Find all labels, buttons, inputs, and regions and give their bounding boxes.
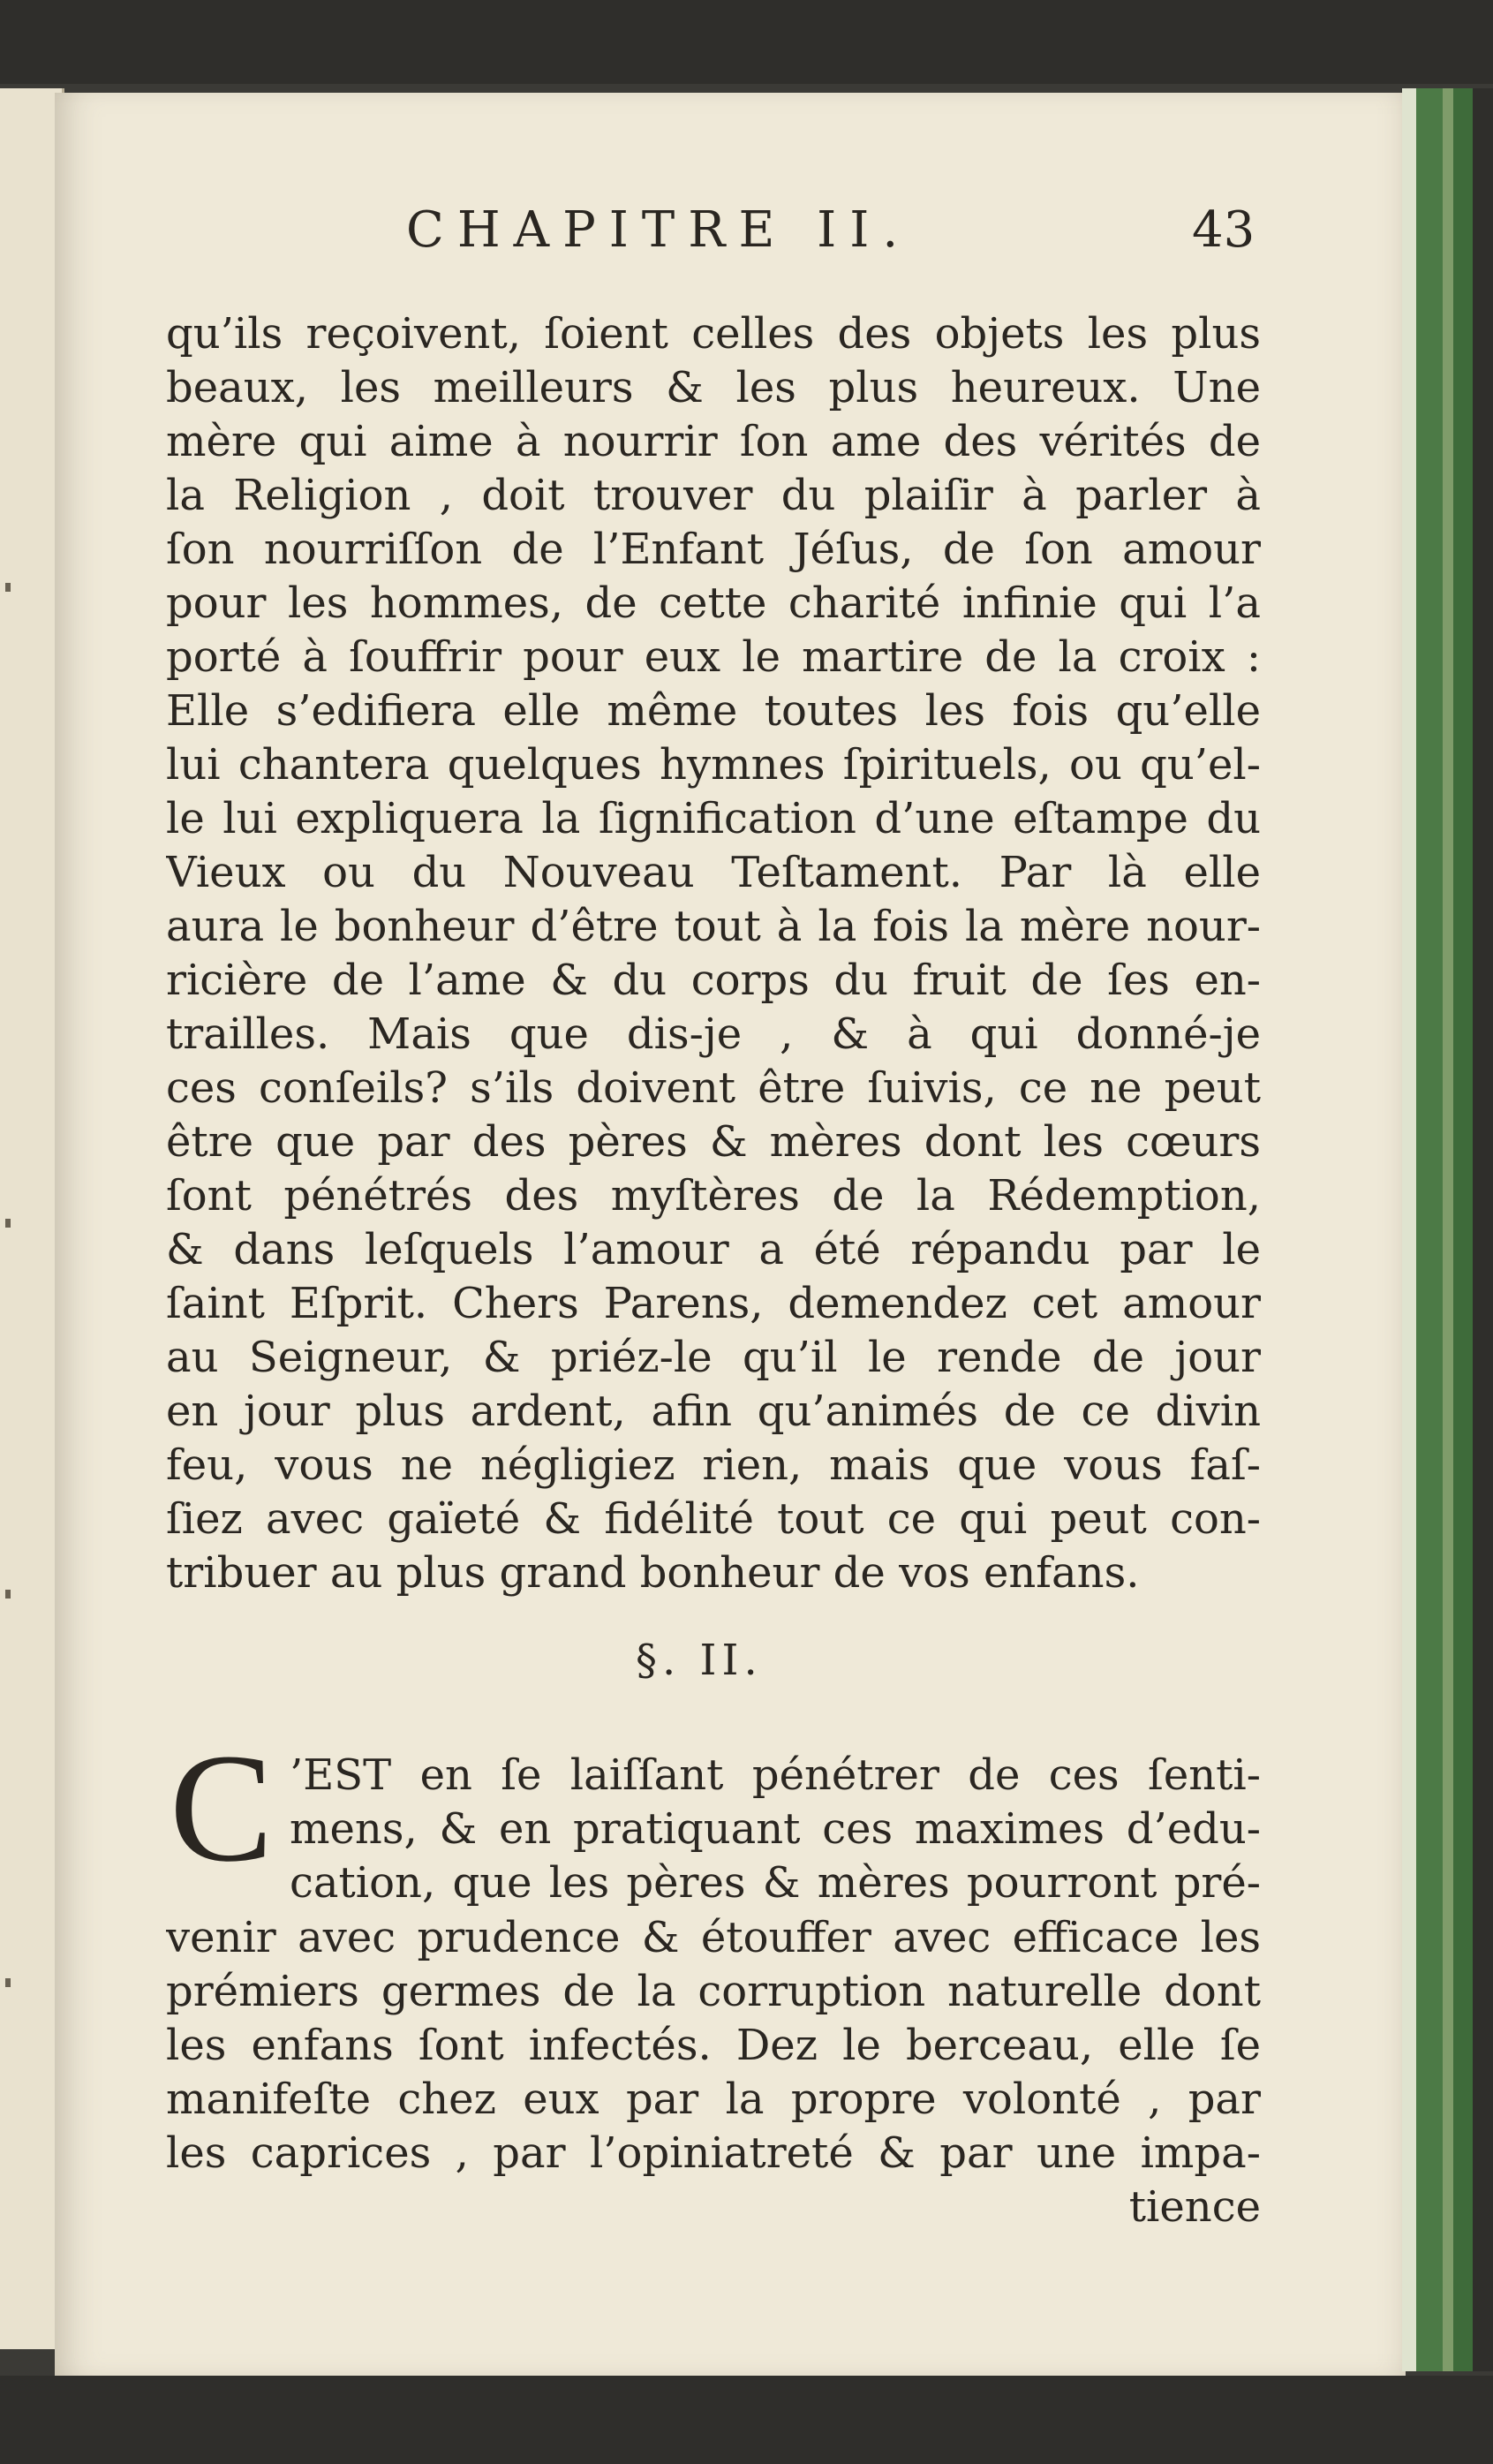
paragraph-1 [166,307,1261,1600]
text-line: manifeſte chez eux par la propre volonté , par [166,2075,1261,2124]
running-head: CHAPITRE II. [406,201,912,259]
drop-cap: C [170,1722,274,1894]
green-page-edge [1453,88,1473,2371]
text-line: prémiers germes de la corruption naturelle dont [166,1967,1261,2016]
catchword: tience [1128,2182,1261,2232]
text-line: mère qui aime à nourrir ſon ame des vérités de [166,417,1261,466]
text-line: tribuer au plus grand bonheur de vos enfans. [166,1548,1140,1598]
ink-mark [5,583,11,592]
text-line: être que par des pères & mères dont les cœurs [166,1117,1261,1167]
text-line: cation, que les pères & mères pourront pré- [290,1858,1261,1908]
paragraph-2 [166,1911,1261,2234]
text-line: trailles. Mais que dis-je , & à qui donné-je [166,1009,1261,1059]
text-line: ſont pénétrés des myſtères de la Rédemption, [166,1171,1261,1221]
paragraph-2-indented [290,1749,1261,1910]
text-line: les enfans ſont infectés. Dez le berceau, elle ſe [166,2021,1261,2070]
text-line: ricière de l’ame & du corps du fruit de ſes en- [166,956,1261,1005]
scan-background-right [1473,88,1493,2371]
text-line: ſaint Eſprit. Chers Parens, demendez cet amour [166,1279,1261,1328]
text-line: la Religion , doit trouver du plaiſir à parler à [166,471,1261,520]
text-line: beaux, les meilleurs & les plus heureux. Une [166,363,1261,412]
page-number: 43 [1192,201,1255,259]
text-line: ſiez avec gaïeté & fidélité tout ce qui peut con- [166,1494,1261,1544]
ink-mark [5,1219,11,1228]
ink-mark [5,1978,11,1987]
text-line: ’EST en ſe laiſſant pénétrer de ces ſenti- [290,1750,1261,1800]
scan-background-top [0,0,1493,84]
text-line: mens, & en pratiquant ces maximes d’edu- [290,1804,1261,1854]
text-line: ſon nourriſſon de l’Enfant Jéſus, de ſon amour [166,525,1261,574]
text-line: Vieux ou du Nouveau Teſtament. Par là elle [166,848,1261,897]
section-heading: §. II. [636,1636,763,1685]
text-line: lui chantera quelques hymnes ſpirituels, ou qu’el- [166,740,1261,790]
text-line: qu’ils reçoivent, ſoient celles des objets les plus [166,309,1261,359]
text-line: pour les hommes, de cette charité infinie qui l’a [166,578,1261,628]
text-line: au Seigneur, & priéz-le qu’il le rende de jour [166,1333,1261,1382]
scan-background-bottom [0,2376,1493,2464]
green-page-edge [1443,88,1453,2371]
text-line: en jour plus ardent, afin qu’animés de ce divin [166,1387,1261,1436]
text-line: feu, vous ne négligiez rien, mais que vous faſ- [166,1440,1261,1490]
page-edge-light [1402,88,1416,2371]
text-line: venir avec prudence & étouffer avec efficace les [166,1913,1261,1962]
green-page-edge [1416,88,1443,2371]
text-line: les caprices , par l’opiniatreté & par une impa- [166,2128,1261,2178]
text-line: & dans leſquels l’amour a été répandu par le [166,1225,1261,1274]
text-line: aura le bonheur d’être tout à la fois la mère nour- [166,902,1261,951]
text-line: le lui expliquera la ſignification d’une eſtampe du [166,794,1261,843]
text-line: porté à ſouffrir pour eux le martire de la croix : [166,632,1261,682]
text-line: ces conſeils? s’ils doivent être ſuivis, ce ne peut [166,1063,1261,1113]
text-line: Elle s’edifiera elle même toutes les fois qu’elle [166,686,1261,736]
ink-mark [5,1590,11,1599]
